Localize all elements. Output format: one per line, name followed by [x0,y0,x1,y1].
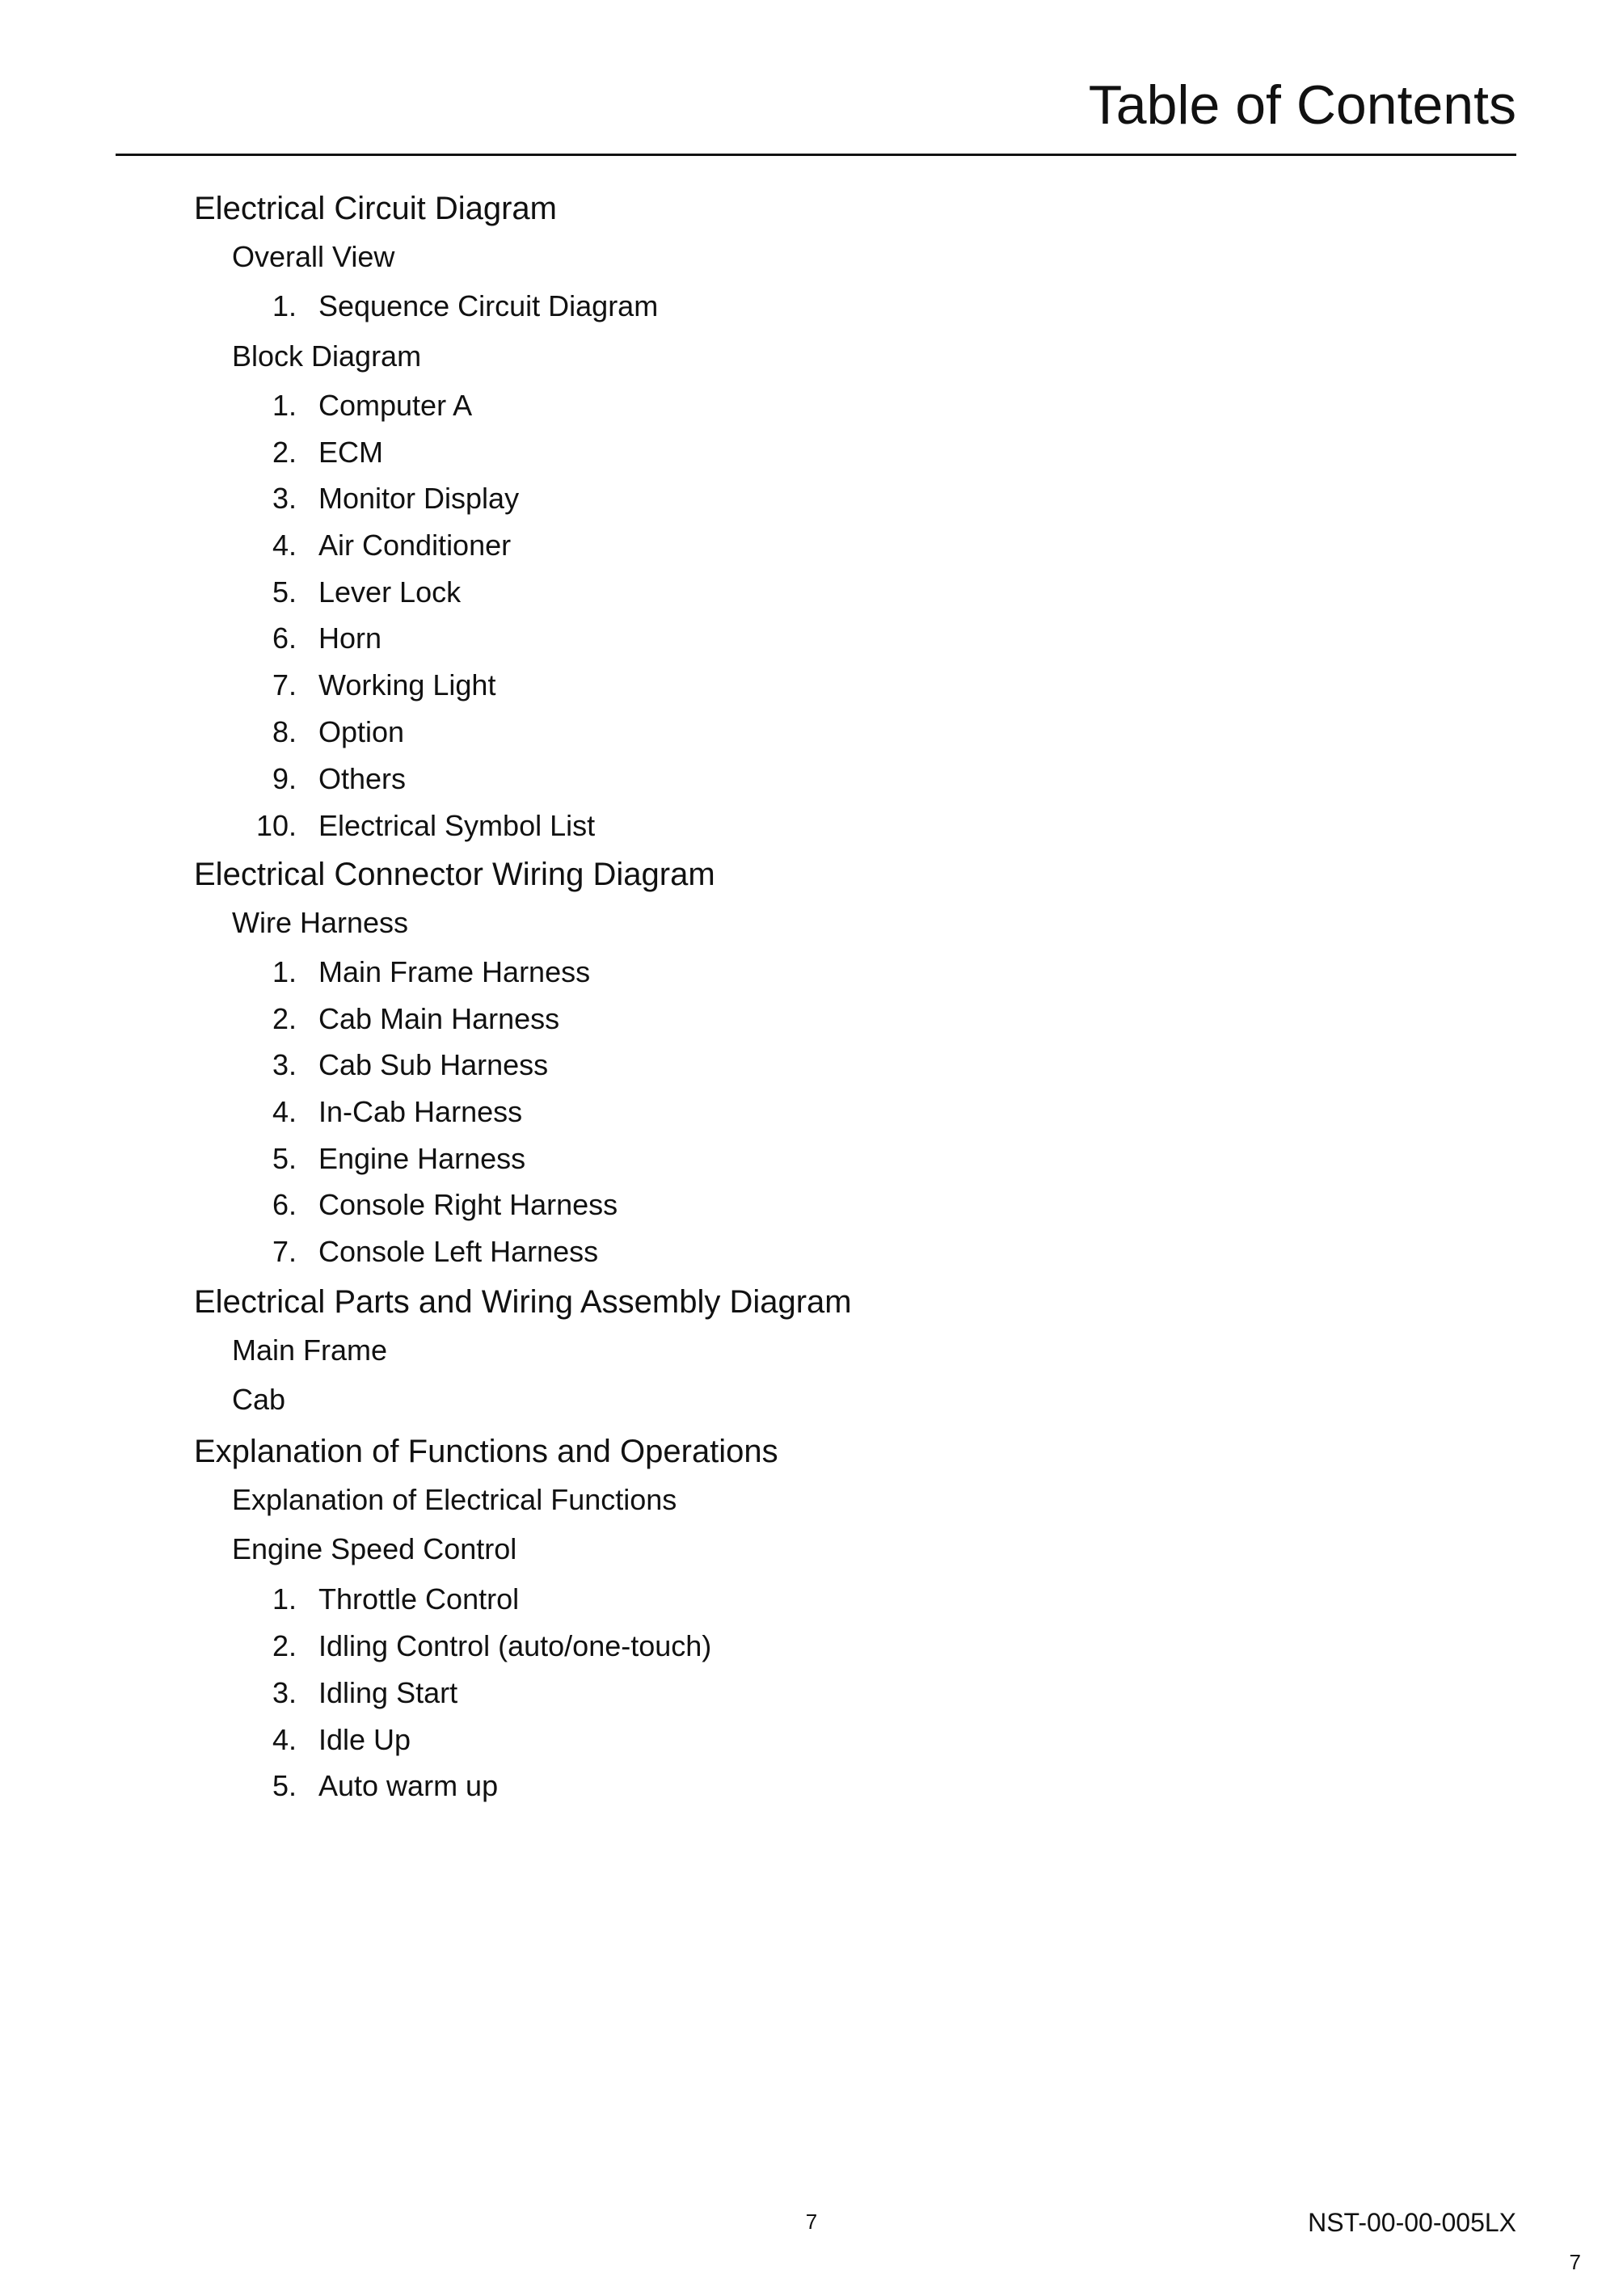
toc-item-label: Main Frame Harness [318,955,591,988]
toc-item-number: 1. [272,1582,297,1616]
toc-item-label: Electrical Symbol List [318,809,596,842]
toc-item-label: In-Cab Harness [318,1095,523,1128]
toc-item-number: 4. [272,1095,297,1128]
toc-item-number: 1. [272,289,297,322]
toc-item-number: 7. [272,668,297,701]
toc-item-number: 1. [272,955,297,988]
toc-item-number: 3. [272,482,297,515]
toc-item-number: 4. [272,529,297,562]
toc-item-label: Throttle Control [318,1582,520,1616]
toc-item-number: 8. [272,715,297,748]
toc-item-label: Horn [318,621,382,655]
toc-chapter-heading[interactable]: Electrical Connector Wiring Diagram [194,857,715,892]
toc-item-label: Air Conditioner [318,529,512,562]
toc-item-label: Console Left Harness [318,1235,599,1268]
toc-item-number: 5. [272,1142,297,1175]
toc-section-heading[interactable]: Block Diagram [232,339,422,373]
toc-section-heading[interactable]: Wire Harness [232,906,409,939]
toc-section-heading[interactable]: Main Frame [232,1333,388,1367]
toc-item-number: 5. [272,1769,297,1802]
toc-item-label: Cab Main Harness [318,1002,560,1035]
toc-item-number: 7. [272,1235,297,1268]
toc-section-heading[interactable]: Overall View [232,240,395,273]
toc-item-number: 2. [272,1629,297,1662]
toc-chapter-heading[interactable]: Electrical Parts and Wiring Assembly Diagram [194,1284,852,1320]
toc-chapter-heading[interactable]: Electrical Circuit Diagram [194,191,557,226]
toc-item-label: ECM [318,436,383,469]
toc-item-label: Option [318,715,405,748]
toc-item-label: Monitor Display [318,482,520,515]
toc-item-label: Lever Lock [318,575,462,609]
footer-page-number: 7 [805,2210,818,2234]
toc-section-heading[interactable]: Cab [232,1383,286,1416]
toc-item-label: Working Light [318,668,496,701]
toc-item-number: 3. [272,1048,297,1081]
toc-item-number: 6. [272,1188,297,1221]
toc-item-label: Idling Start [318,1676,458,1709]
toc-section-heading[interactable]: Explanation of Electrical Functions [232,1483,677,1516]
toc-item-label: Sequence Circuit Diagram [318,289,659,322]
toc-item-label: Auto warm up [318,1769,499,1802]
toc-item-label: Idling Control (auto/one-touch) [318,1629,712,1662]
toc-item-label: Others [318,762,407,795]
toc-section-heading[interactable]: Engine Speed Control [232,1532,517,1565]
toc-item-number: 5. [272,575,297,609]
toc-item-number: 6. [272,621,297,655]
toc-item-label: Idle Up [318,1723,411,1756]
toc-item-number: 1. [272,389,297,422]
toc-item-label: Engine Harness [318,1142,526,1175]
toc-item-label: Cab Sub Harness [318,1048,549,1081]
page-title: Table of Contents [1088,74,1516,136]
toc-item-number: 2. [272,436,297,469]
footer-document-code: NST-00-00-005LX [1308,2208,1516,2237]
toc-item-number: 9. [272,762,297,795]
toc-item-label: Console Right Harness [318,1188,618,1221]
toc-item-number: 10. [255,809,297,842]
toc-item-number: 2. [272,1002,297,1035]
toc-chapter-heading[interactable]: Explanation of Functions and Operations [194,1434,778,1469]
toc-item-label: Computer A [318,389,473,422]
toc-item-number: 4. [272,1723,297,1756]
toc-item-number: 3. [272,1676,297,1709]
corner-page-number: 7 [1569,2250,1581,2274]
